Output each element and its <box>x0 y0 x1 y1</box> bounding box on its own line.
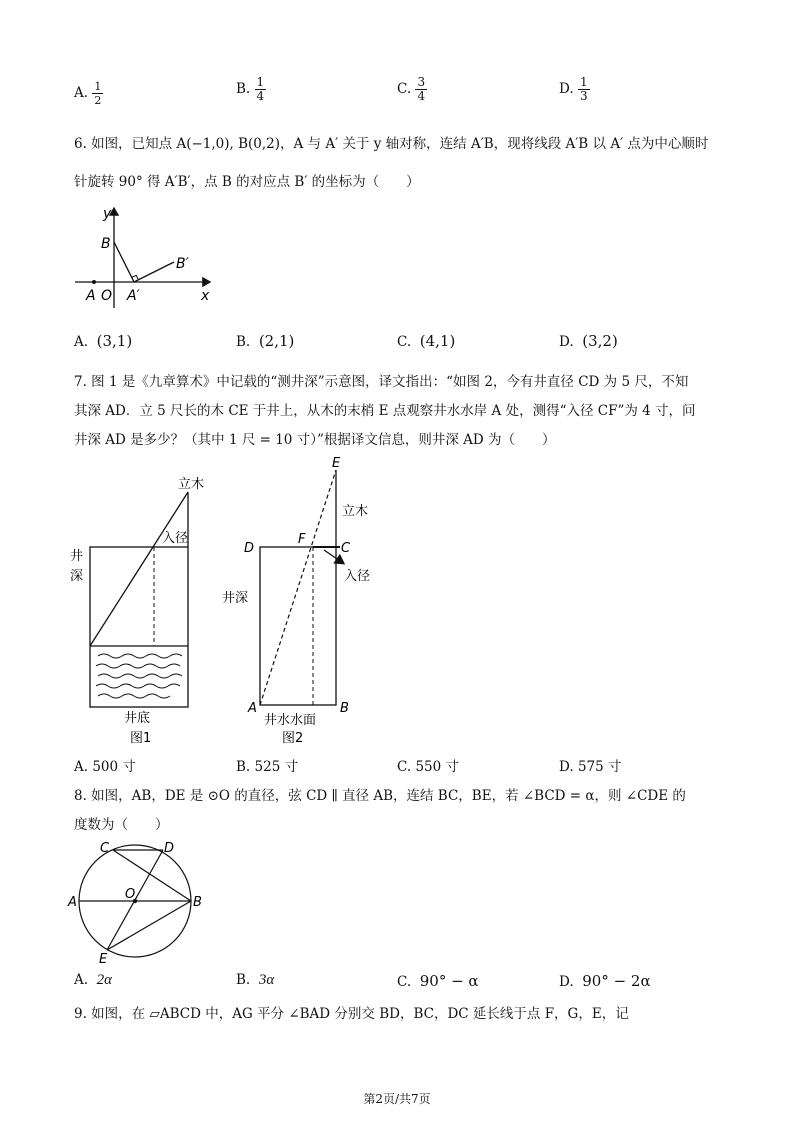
q8-option-c: C. 90° − α <box>397 972 479 990</box>
q7-stem-line1: 7. 图 1 是《九章算术》中记载的“测井深”示意图，译文指出：“如图 2，今有井直径 CD 为 5 尺，不知 <box>74 374 689 390</box>
label-Bp: B′ <box>176 256 189 272</box>
point-A <box>92 280 96 284</box>
q8-option-a: A. 2α <box>74 972 113 988</box>
q6-option-a: A. (3,1) <box>74 332 133 350</box>
q8-option-d: D. 90° − 2α <box>559 972 651 990</box>
label-E: E <box>99 952 108 966</box>
label-D: D <box>164 841 175 856</box>
q5-option-c-label: C. <box>397 81 412 97</box>
q5-option-d-label: D. <box>559 81 574 97</box>
sight-line-AE <box>260 470 336 705</box>
label-x: x <box>201 288 210 304</box>
q9-stem-line1: 9. 如图，在 ▱ABCD 中，AG 平分 ∠BAD 分别交 BD，BC，DC 延长线于点 F，G，E，记 <box>74 1006 629 1022</box>
sight-line <box>90 492 188 646</box>
caption-fig1: 图1 <box>130 731 152 746</box>
q7-stem-line2: 其深 AD．立 5 尺长的木 CE 于井上，从木的末梢 E 点观察井水水岸 A 处，测得“入径 CF”为 4 寸，问 <box>74 403 696 419</box>
q6-option-d: D. (3,2) <box>559 332 618 350</box>
label-A-2: A <box>248 701 257 716</box>
label-E: E <box>332 456 341 471</box>
q7-option-b: B. 525 寸 <box>236 759 299 775</box>
label-ru-jing: 入径 <box>162 531 189 546</box>
q5-option-c: C. $\frac{3}{4}$ <box>397 75 426 103</box>
label-B: B <box>193 895 202 910</box>
q7-option-d: D. 575 寸 <box>559 759 622 775</box>
label-jing: 井 <box>70 549 84 564</box>
caption-fig2: 图2 <box>282 731 304 746</box>
well-outline <box>90 547 188 707</box>
label-D: D <box>244 541 255 556</box>
q8-option-b: B. 3α <box>236 972 275 988</box>
label-A: A <box>86 288 96 304</box>
page-footer: 第2页/共7页 <box>363 1092 431 1106</box>
label-B-2: B <box>340 701 349 716</box>
q7-option-c: C. 550 寸 <box>397 759 459 775</box>
label-C: C <box>341 541 351 556</box>
q5-option-b-label: B. <box>236 81 251 97</box>
label-ru-jing-2: 入径 <box>344 569 371 584</box>
segment-ApB <box>114 242 134 282</box>
segment-ApBp <box>134 262 174 282</box>
label-O: O <box>101 288 113 304</box>
label-Ap: A′ <box>127 288 140 304</box>
label-li-mu-2: 立木 <box>342 504 369 519</box>
q5-option-b: B. $\frac{1}{4}$ <box>236 75 265 103</box>
label-jing-di: 井底 <box>124 711 151 726</box>
water-waves <box>96 654 182 698</box>
q6-option-c: C. (4,1) <box>397 332 456 350</box>
label-C: C <box>100 841 110 856</box>
q8-stem-line1: 8. 如图，AB，DE 是 ⊙O 的直径，弦 CD ∥ 直径 AB，连结 BC，BE，若 ∠BCD = α，则 ∠CDE 的 <box>74 788 686 804</box>
label-A: A <box>68 895 77 910</box>
q7-figure-2 <box>214 452 394 750</box>
q5-option-a: A. $\frac{1}{2}$ <box>74 80 102 107</box>
q7-figure-1 <box>66 470 226 750</box>
q7-stem-line3: 井深 AD 是多少？（其中 1 尺 = 10 寸）”根据译文信息，则井深 AD 为（ ） <box>74 432 556 448</box>
q6-stem-line2: 针旋转 90° 得 A′B′，点 B 的对应点 B′ 的坐标为（ ） <box>74 174 420 190</box>
q8-figure <box>66 838 218 966</box>
label-shen: 深 <box>70 569 84 584</box>
q8-stem-line2: 度数为（ ） <box>74 817 169 833</box>
label-jing-shen: 井深 <box>222 591 249 606</box>
q6-stem-line1: 6. 如图，已知点 A(−1,0), B(0,2)，A 与 A′ 关于 y 轴对称，连结 A′B，现将线段 A′B 以 A′ 点为中心顺时 <box>74 136 709 152</box>
chord-BE <box>107 901 191 950</box>
label-li-mu: 立木 <box>178 477 205 492</box>
label-shui-mian: 井水水面 <box>264 713 317 728</box>
label-B: B <box>101 236 111 252</box>
label-F: F <box>298 532 306 547</box>
q6-option-b: B. (2,1) <box>236 332 295 350</box>
well-rect <box>260 547 336 705</box>
q5-option-a-label: A. <box>74 85 89 101</box>
q5-option-d: D. $\frac{1}{3}$ <box>559 75 588 103</box>
label-O: O <box>125 887 136 902</box>
q7-option-a: A. 500 寸 <box>74 759 136 775</box>
label-y: y <box>103 206 112 222</box>
q6-figure <box>70 200 220 312</box>
